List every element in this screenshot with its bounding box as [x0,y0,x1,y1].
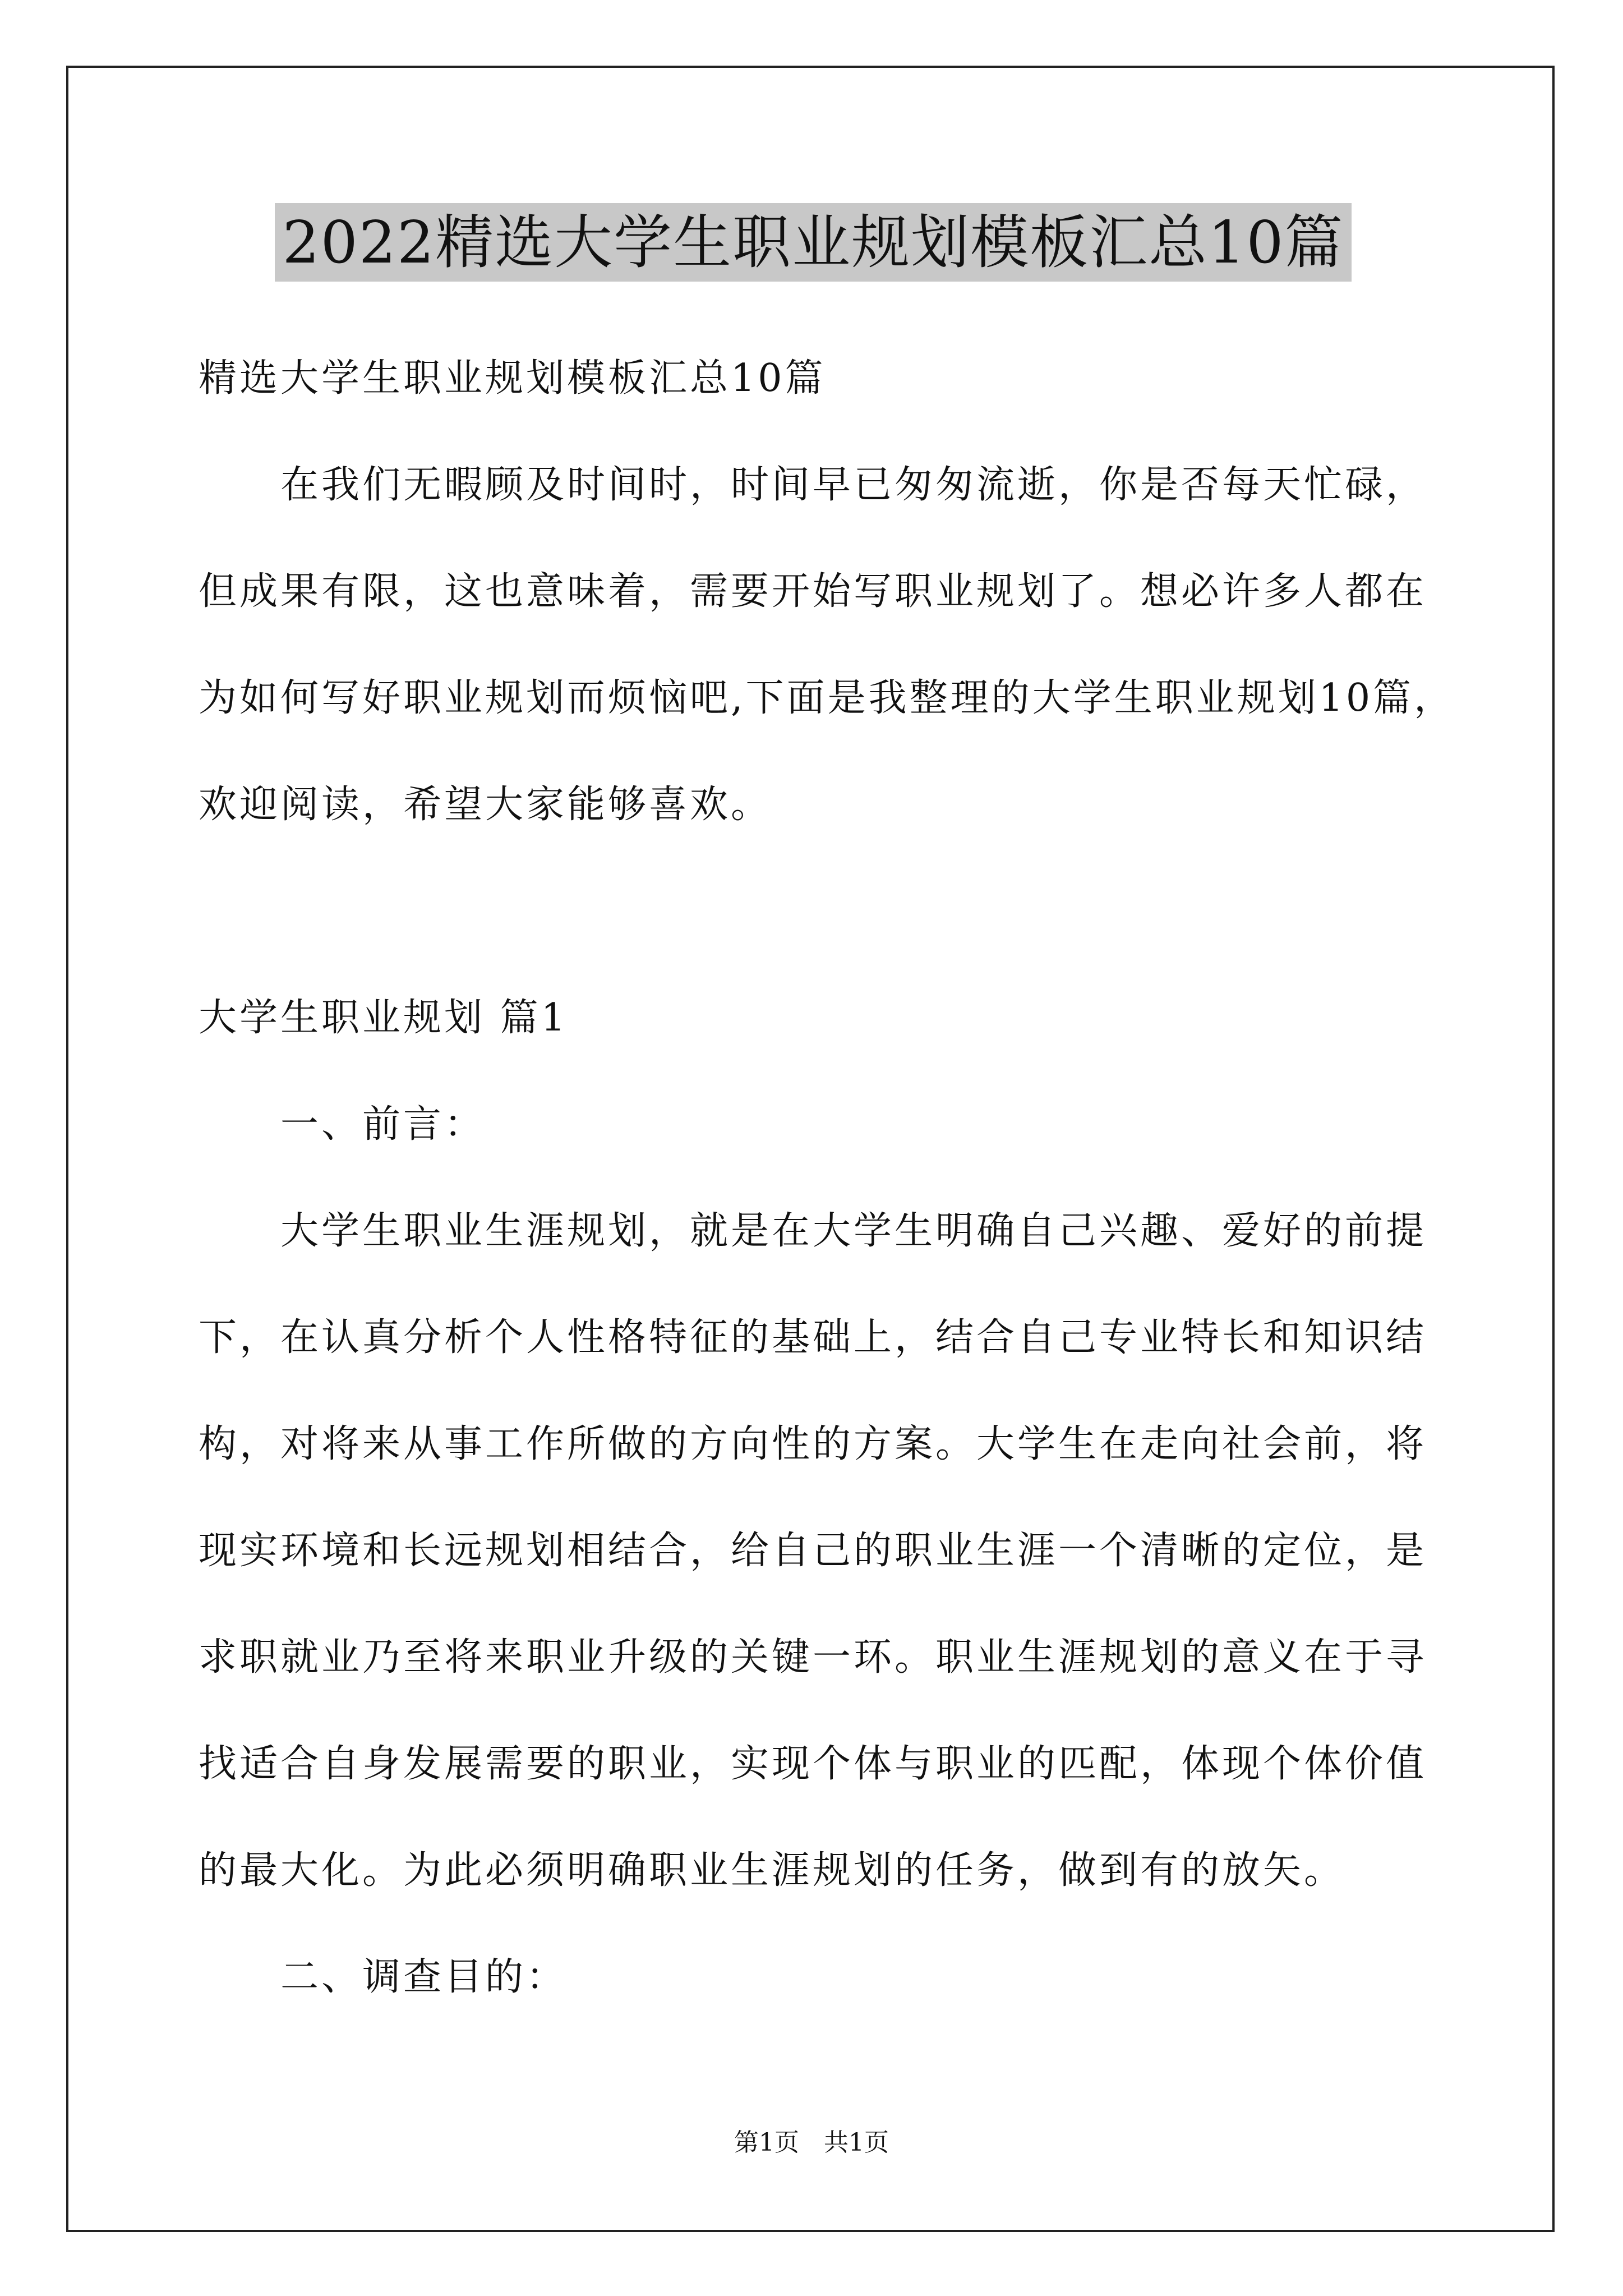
body-line: 下，在认真分析个人性格特征的基础上，结合自己专业特长和知识结 [199,1315,1427,1360]
intro-line: 欢迎阅读，希望大家能够喜欢。 [199,783,772,827]
heading-survey-purpose: 二、调查目的： [199,1955,568,1999]
body-line: 大学生职业生涯规划，就是在大学生明确自己兴趣、爱好的前提 [199,1209,1427,1253]
subtitle: 精选大学生职业规划模板汇总10篇 [199,356,826,401]
body-line: 求职就业乃至将来职业升级的关键一环。职业生涯规划的意义在于寻 [199,1635,1427,1680]
heading-preface: 一、前言： [199,1102,486,1147]
intro-line: 但成果有限，这也意味着，需要开始写职业规划了。想必许多人都在 [199,569,1427,614]
body-line: 的最大化。为此必须明确职业生涯规划的任务，做到有的放矢。 [199,1848,1345,1893]
intro-line: 在我们无暇顾及时间时，时间早已匆匆流逝，你是否每天忙碌， [199,463,1427,507]
body-line: 找适合自身发展需要的职业，实现个体与职业的匹配，体现个体价值 [199,1742,1427,1786]
body-line: 构，对将来从事工作所做的方向性的方案。大学生在走向社会前，将 [199,1422,1427,1466]
intro-line: 为如何写好职业规划而烦恼吧,下面是我整理的大学生职业规划10篇， [199,676,1455,720]
document-title: 2022精选大学生职业规划模板汇总10篇 [275,203,1352,282]
section-heading: 大学生职业规划 篇1 [199,996,568,1040]
body-line: 现实环境和长远规划相结合，给自己的职业生涯一个清晰的定位，是 [199,1529,1427,1573]
page-footer: 第1页 共1页 [734,2128,889,2157]
